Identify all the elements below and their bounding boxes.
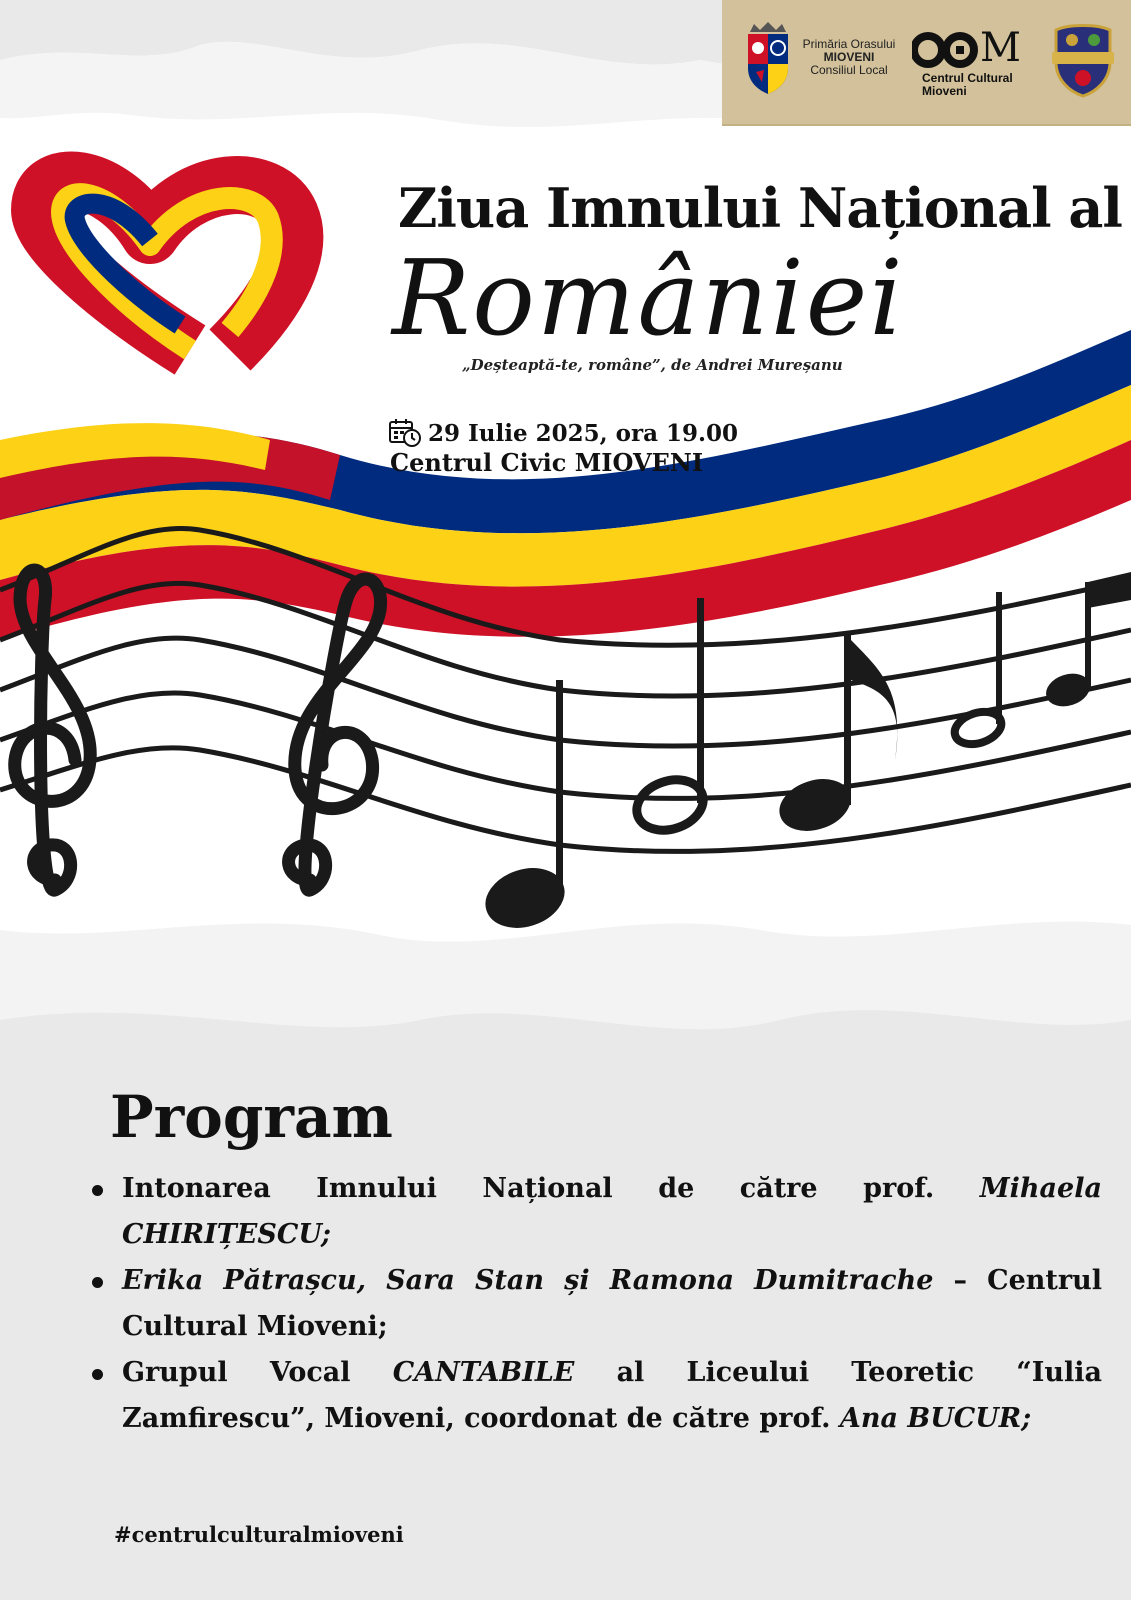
list-item [90,1258,1102,1350]
event-title-script: României [392,237,905,359]
bullet-icon [92,1369,103,1380]
program-item-name: CANTABILE [392,1357,575,1388]
program-item-name: Erika Pătrașcu, Sara Stan și Ramona Dumitrache [122,1265,934,1296]
program-item-text: al Liceului Teoretic “Iulia Zamfirescu”, Mioveni, coordonat de către prof. [122,1357,1102,1434]
primaria-line2: MIOVENI [823,50,875,64]
event-location: Centrul Civic MIOVENI [390,448,704,477]
school-crest-icon [1048,22,1118,98]
primaria-logo-text [794,38,904,77]
program-item-text: – Centrul Cultural Mioveni; [122,1265,1102,1342]
event-date-row [388,418,738,448]
hashtag: #centrulculturalmioveni [114,1522,404,1547]
event-subtitle: „Deșteaptă-te, române”, de Andrei Mureșanu [462,356,843,374]
bullet-icon [92,1277,103,1288]
program-item-name: Ana BUCUR; [839,1403,1032,1434]
program-item-name: Mihaela CHIRIȚESCU; [122,1173,1102,1250]
primaria-line3: Consiliul Local [810,63,888,77]
sponsor-logo-bar [722,0,1131,126]
program-list [90,1166,1102,1442]
list-item [90,1350,1102,1442]
mioveni-crest-icon [744,22,792,96]
ccm-line1: Centrul Cultural [922,71,1013,85]
program-item-text: Grupul Vocal [122,1357,351,1388]
program-heading: Program [110,1083,393,1151]
ccm-line2: Mioveni [922,84,967,98]
bullet-icon [92,1185,103,1196]
event-title: Ziua Imnului Național al [398,176,1122,240]
primaria-line1: Primăria Orasului [802,37,896,51]
event-date: 29 Iulie 2025, ora 19.00 [428,419,739,447]
calendar-clock-icon [388,418,422,448]
centru-cultural-logo-text [922,72,1032,98]
ccm-mark-letter: M [980,25,1021,71]
program-item-text: Intonarea Imnului Național de către prof. [122,1173,935,1204]
list-item [90,1166,1102,1258]
